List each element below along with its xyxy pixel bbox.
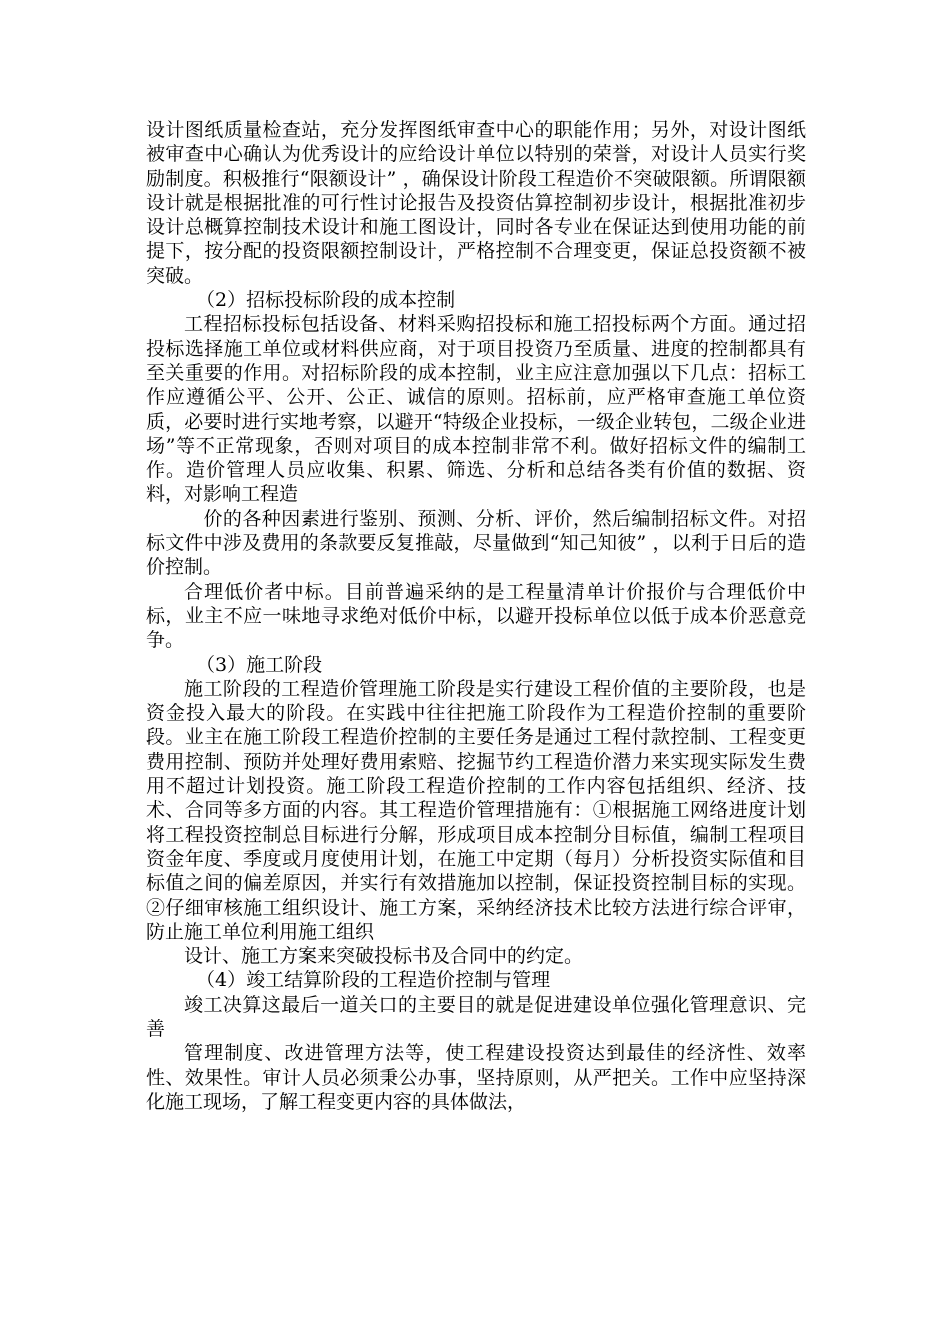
document-body xyxy=(146,118,806,1114)
body-paragraph: 合理低价者中标。目前普遍采纳的是工程量清单计价报价与合理低价中标，业主不应一味地寻求绝对低价中标，以避开投标单位以低于成本价恶意竞争。 xyxy=(146,580,806,652)
body-paragraph: 价的各种因素进行鉴别、预测、分析、评价，然后编制招标文件。对招标文件中涉及费用的条款要反复推敲，尽量做到“知己知彼” ，以利于日后的造价控制。 xyxy=(146,507,806,579)
body-paragraph: 竣工决算这最后一道关口的主要目的就是促进建设单位强化管理意识、完善 xyxy=(146,993,806,1040)
body-paragraph: 设计图纸质量检查站，充分发挥图纸审查中心的职能作用；另外，对设计图纸被审查中心确认为优秀设计的应给设计单位以特别的荣誉，对设计人员实行奖励制度。积极推行“限额设计” ，确保设计阶段工程造价不突破限额。所谓限额设计就是根据批准的可行性讨论报告及投资估算控制初步设计，根据批准初步设计总概算控制技术设计和施工图设计，同时各专业在保证达到使用功能的前提下，按分配的投资限额控制设计，严格控制不合理变更，保证总投资额不被突破。 xyxy=(146,119,806,287)
section-heading: （3）施工阶段 xyxy=(196,653,323,676)
body-paragraph: 设计、施工方案来突破投标书及合同中的约定。 xyxy=(184,945,584,968)
section-heading: （2）招标投标阶段的成本控制 xyxy=(196,289,456,312)
body-paragraph: 工程招标投标包括设备、材料采购招投标和施工招投标两个方面。通过招投标选择施工单位或材料供应商，对于项目投资乃至质量、进度的控制都具有至关重要的作用。对招标阶段的成本控制，业主应注意加强以下几点：招标工作应遵循公平、公开、公正、诚信的原则。招标前，应严格审查施工单位资质，必要时进行实地考察，以避开“特级企业投标，一级企业转包，二级企业进场”等不正常现象，否则对项目的成本控制非常不利。做好招标文件的编制工作。造价管理人员应收集、积累、筛选、分析和总结各类有价值的数据、资料，对影响工程造 xyxy=(146,313,806,506)
body-paragraph: 施工阶段的工程造价管理施工阶段是实行建设工程价值的主要阶段，也是资金投入最大的阶段。在实践中往往把施工阶段作为工程造价控制的重要阶段。业主在施工阶段工程造价控制的主要任务是通过工程付款控制、工程变更费用控制、预防并处理好费用索赔、挖掘节约工程造价潜力来实现实际发生费用不超过计划投资。施工阶段工程造价控制的工作内容包括组织、经济、技术、合同等多方面的内容。其工程造价管理措施有：①根据施工网络进度计划将工程投资控制总目标进行分解，形成项目成本控制分目标值，编制工程项目资金年度、季度或月度使用计划，在施工中定期（每月）分析投资实际值和目标值之间的偏差原因，并实行有效措施加以控制，保证投资控制目标的实现。②仔细审核施工组织设计、施工方案，采纳经济技术比较方法进行综合评审，防止施工单位利用施工组织 xyxy=(146,677,806,943)
section-heading: （4）竣工结算阶段的工程造价控制与管理 xyxy=(196,969,551,992)
body-paragraph: 管理制度、改进管理方法等，使工程建设投资达到最佳的经济性、效率性、效果性。审计人员必须秉公办事，坚持原则，从严把关。工作中应坚持深化施工现场，了解工程变更内容的具体做法， xyxy=(146,1042,806,1113)
